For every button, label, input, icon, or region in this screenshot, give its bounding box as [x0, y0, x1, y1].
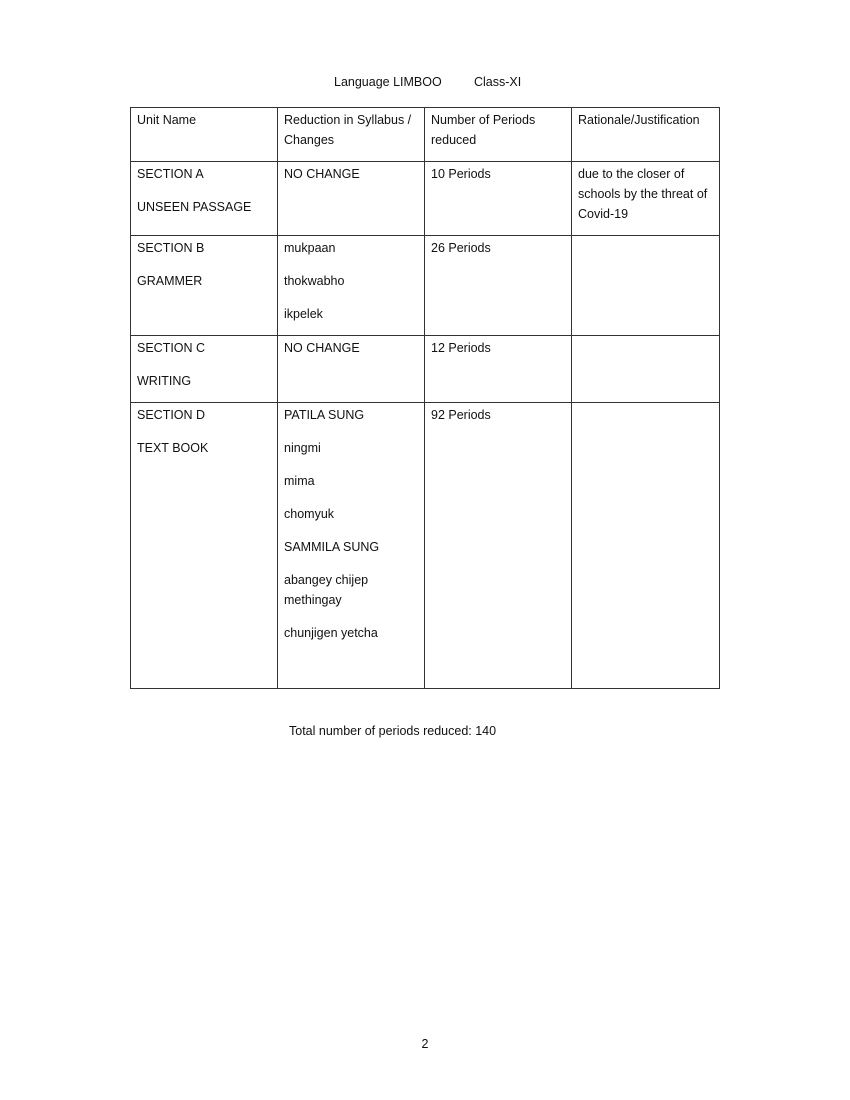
reduction-item: chomyuk — [284, 507, 335, 521]
reduction-item: chunjigen yetcha — [284, 626, 378, 640]
section-name: TEXT BOOK — [137, 441, 209, 455]
periods-cell: 26 Periods — [425, 236, 572, 336]
unit-cell — [131, 403, 278, 689]
periods-cell: 92 Periods — [425, 403, 572, 689]
reduction-item: mukpaan — [284, 241, 336, 255]
reduction-item: mima — [284, 474, 315, 488]
document-header — [0, 75, 850, 93]
table-row — [131, 336, 720, 403]
reduction-cell — [278, 403, 425, 689]
class-title: Class-XI — [474, 75, 522, 89]
reduction-item: ningmi — [284, 441, 321, 455]
reduction-cell — [278, 236, 425, 336]
section-label: SECTION A — [137, 167, 204, 181]
table-header-row — [131, 108, 720, 162]
section-name: UNSEEN PASSAGE — [137, 200, 252, 214]
page-number: 2 — [421, 1037, 429, 1051]
reduction-item: abangey chijep methingay — [284, 573, 369, 607]
rationale-cell — [572, 336, 720, 403]
rationale-cell: due to the closer of schools by the threat of Covid-19 — [572, 162, 720, 236]
section-name: GRAMMER — [137, 274, 203, 288]
reduction-item: NO CHANGE — [284, 167, 360, 181]
section-label: SECTION D — [137, 408, 206, 422]
syllabus-reduction-table — [130, 107, 720, 689]
section-name: WRITING — [137, 374, 192, 388]
total-periods-reduced: Total number of periods reduced: 140 — [289, 724, 497, 738]
reduction-cell — [278, 162, 425, 236]
table-row — [131, 236, 720, 336]
unit-cell — [131, 162, 278, 236]
reduction-item: SAMMILA SUNG — [284, 540, 380, 554]
rationale-cell — [572, 403, 720, 689]
section-label: SECTION C — [137, 341, 206, 355]
unit-cell — [131, 336, 278, 403]
reduction-item: NO CHANGE — [284, 341, 360, 355]
periods-cell: 12 Periods — [425, 336, 572, 403]
rationale-cell — [572, 236, 720, 336]
table-row — [131, 162, 720, 236]
table-row — [131, 403, 720, 689]
column-header-rationale: Rationale/Justification — [572, 108, 720, 162]
column-header-periods: Number of Periods reduced — [425, 108, 572, 162]
section-label: SECTION B — [137, 241, 205, 255]
reduction-item: ikpelek — [284, 307, 323, 321]
column-header-unit-name: Unit Name — [131, 108, 278, 162]
language-title: Language LIMBOO — [334, 75, 442, 89]
reduction-item: thokwabho — [284, 274, 345, 288]
reduction-cell — [278, 336, 425, 403]
reduction-item: PATILA SUNG — [284, 408, 365, 422]
unit-cell — [131, 236, 278, 336]
periods-cell: 10 Periods — [425, 162, 572, 236]
column-header-reduction: Reduction in Syllabus / Changes — [278, 108, 425, 162]
